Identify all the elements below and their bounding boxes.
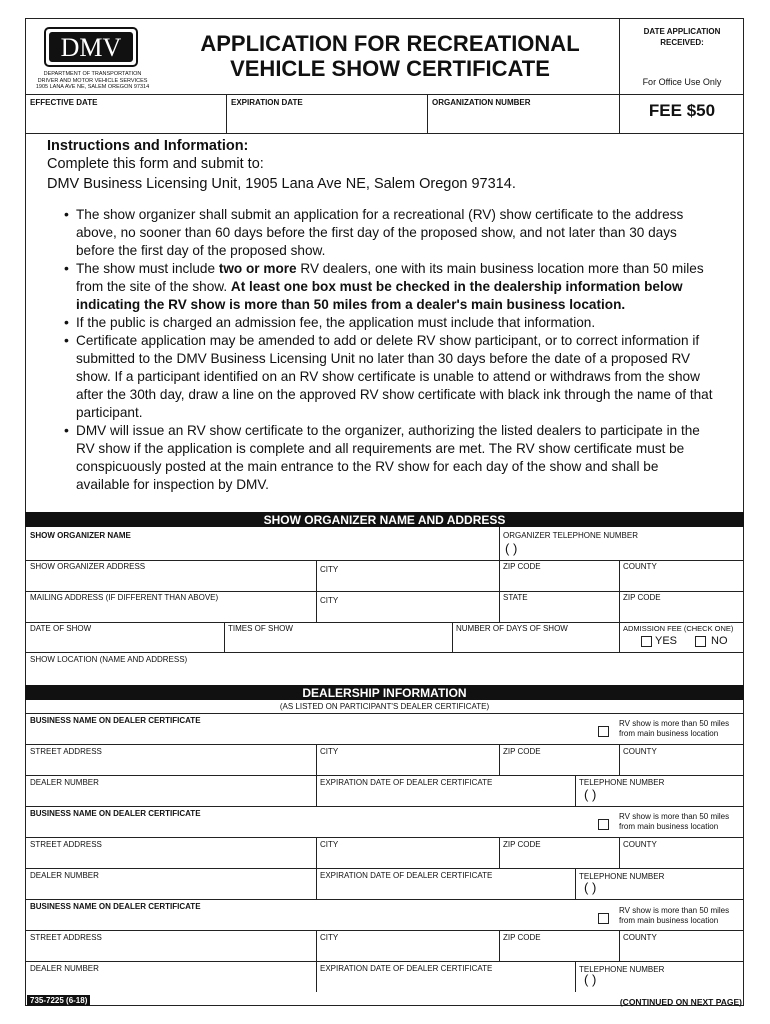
organizer-name-label: SHOW ORGANIZER NAME: [30, 531, 131, 540]
dealer1-telephone-label: TELEPHONE NUMBER: [579, 778, 665, 787]
admission-fee-label: ADMISSION FEE (CHECK ONE): [623, 624, 734, 633]
organizer-address-label: SHOW ORGANIZER ADDRESS: [30, 562, 146, 571]
dealer2-expiration-label: EXPIRATION DATE OF DEALER CERTIFICATE: [320, 871, 493, 880]
dealer2-business-name-field[interactable]: [30, 820, 580, 835]
mailing-address-field[interactable]: [30, 604, 310, 619]
organizer-address-field[interactable]: [30, 573, 310, 588]
instruction-bullet-5: • DMV will issue an RV show certificate to the organizer, authorizing the listed dealers to participate in the RV show if the application is complete and all requirements are met. The RV show certificate must be conspicuously posted at the main entrance to the RV show for each day of the show and shall be available for inspection by DMV.: [58, 422, 713, 494]
form-number: 735-7225 (6-18): [27, 995, 90, 1006]
admission-yes-label: YES: [655, 635, 678, 647]
organizer-name-field[interactable]: [30, 541, 490, 559]
dealer3-number-label: DEALER NUMBER: [30, 964, 99, 973]
times-of-show-field[interactable]: [228, 635, 448, 650]
dealer2-city-label: CITY: [320, 840, 339, 849]
dealer2-telephone-label: TELEPHONE NUMBER: [579, 872, 665, 881]
dealer3-telephone-label: TELEPHONE NUMBER: [579, 965, 665, 974]
dealer1-over-50-miles-checkbox[interactable]: [598, 726, 609, 737]
dealer3-number-field[interactable]: [30, 975, 310, 990]
dealer2-over-50-miles-checkbox[interactable]: [598, 819, 609, 830]
mailing-state-label: STATE: [503, 593, 528, 602]
dealer2-number-field[interactable]: [30, 882, 310, 897]
mailing-city-label: CITY: [320, 596, 339, 605]
organizer-section-header: SHOW ORGANIZER NAME AND ADDRESS: [25, 512, 744, 527]
dealer2-county-label: COUNTY: [623, 840, 657, 849]
dealer3-telephone-field[interactable]: ( ): [584, 972, 597, 987]
admission-no-checkbox[interactable]: [695, 636, 706, 647]
dealer1-rv-note: RV show is more than 50 miles from main business location: [619, 719, 730, 738]
dealer3-business-name-field[interactable]: [30, 913, 580, 928]
dealer3-over-50-miles-checkbox[interactable]: [598, 913, 609, 924]
expiration-date-label: EXPIRATION DATE: [231, 98, 303, 107]
dealer1-telephone-field[interactable]: ( ): [584, 787, 597, 802]
admission-yes-checkbox[interactable]: [641, 636, 652, 647]
instructions-line2: DMV Business Licensing Unit, 1905 Lana Ave NE, Salem Oregon 97314.: [47, 176, 516, 192]
dept-line3: 1905 LANA AVE NE, SALEM OREGON 97314: [35, 84, 150, 90]
organizer-telephone-label: ORGANIZER TELEPHONE NUMBER: [503, 531, 638, 540]
dealer2-business-name-label: BUSINESS NAME ON DEALER CERTIFICATE: [30, 809, 201, 818]
dealer1-business-name-label: BUSINESS NAME ON DEALER CERTIFICATE: [30, 716, 201, 725]
number-of-days-label: NUMBER OF DAYS OF SHOW: [456, 624, 568, 633]
organization-number-label: ORGANIZATION NUMBER: [432, 98, 531, 107]
number-of-days-field[interactable]: [456, 635, 616, 650]
title-line1: APPLICATION FOR RECREATIONAL: [200, 31, 580, 56]
dealer3-business-name-label: BUSINESS NAME ON DEALER CERTIFICATE: [30, 902, 201, 911]
dealership-subtitle: (AS LISTED ON PARTICIPANT'S DEALER CERTIFICATE): [279, 702, 490, 711]
expiration-date-field[interactable]: [231, 110, 421, 130]
continued-note: (CONTINUED ON NEXT PAGE): [619, 997, 742, 1007]
effective-date-label: EFFECTIVE DATE: [30, 98, 98, 107]
organizer-zip-label: ZIP CODE: [503, 562, 541, 571]
times-of-show-label: TIMES OF SHOW: [228, 624, 293, 633]
date-received-line2: RECEIVED:: [660, 38, 704, 47]
instruction-bullet-1: • The show organizer shall submit an application for a recreational (RV) show certificate to the address above, no sooner than 60 days before the first day of the proposed show, and not later than 30 days before the first day of the proposed show.: [58, 206, 713, 260]
dealer3-expiration-label: EXPIRATION DATE OF DEALER CERTIFICATE: [320, 964, 493, 973]
organizer-county-label: COUNTY: [623, 562, 657, 571]
dealer2-number-label: DEALER NUMBER: [30, 871, 99, 880]
dept-line2: DRIVER AND MOTOR VEHICLE SERVICES: [37, 77, 148, 84]
dealer1-business-name-field[interactable]: [30, 727, 580, 742]
instruction-bullet-3: • If the public is charged an admission fee, the application must include that information.: [58, 314, 713, 332]
dealer2-zip-label: ZIP CODE: [503, 840, 541, 849]
logo-text: DMV: [49, 32, 133, 62]
dealership-section-header: DEALERSHIP INFORMATION: [25, 685, 744, 700]
date-received-line1: DATE APPLICATION: [643, 27, 721, 36]
date-of-show-field[interactable]: [30, 635, 220, 650]
dealer3-street-field[interactable]: [30, 944, 310, 959]
dealer3-county-label: COUNTY: [623, 933, 657, 942]
dealer2-telephone-field[interactable]: ( ): [584, 880, 597, 895]
instruction-bullet-2: • The show must include two or more RV dealers, one with its main business location more than 50 miles from the site of the show. At least one box must be checked in the dealership information below indicating the RV show is more than 50 miles from a dealer's main business location.: [58, 260, 713, 314]
instructions-heading: Instructions and Information:: [47, 138, 249, 154]
show-location-field[interactable]: [30, 666, 730, 682]
effective-date-field[interactable]: [30, 110, 220, 130]
dealer1-county-label: COUNTY: [623, 747, 657, 756]
dealer2-street-field[interactable]: [30, 851, 310, 866]
organization-number-field[interactable]: [432, 110, 612, 130]
dealer1-city-label: CITY: [320, 747, 339, 756]
dmv-logo: [44, 27, 138, 67]
mailing-address-label: MAILING ADDRESS (IF DIFFERENT THAN ABOVE): [30, 593, 219, 602]
dealer2-street-label: STREET ADDRESS: [30, 840, 102, 849]
fee-label: FEE $50: [648, 101, 716, 120]
dealer3-street-label: STREET ADDRESS: [30, 933, 102, 942]
dealer1-street-label: STREET ADDRESS: [30, 747, 102, 756]
instructions-line1: Complete this form and submit to:: [47, 156, 264, 172]
dealer1-expiration-label: EXPIRATION DATE OF DEALER CERTIFICATE: [320, 778, 493, 787]
admission-no-label: NO: [711, 635, 728, 647]
show-location-label: SHOW LOCATION (NAME AND ADDRESS): [30, 655, 188, 664]
date-of-show-label: DATE OF SHOW: [30, 624, 92, 633]
instructions-list: [58, 206, 713, 494]
title-line2: VEHICLE SHOW CERTIFICATE: [230, 56, 550, 81]
dealer1-street-field[interactable]: [30, 758, 310, 773]
date-received: [620, 26, 744, 48]
organizer-telephone-field[interactable]: ( ): [505, 541, 518, 556]
dealer1-number-label: DEALER NUMBER: [30, 778, 99, 787]
mailing-zip-label: ZIP CODE: [623, 593, 661, 602]
dealer3-rv-note: RV show is more than 50 miles from main business location: [619, 906, 730, 925]
dept-address: [30, 71, 155, 91]
dealer2-rv-note: RV show is more than 50 miles from main business location: [619, 812, 730, 831]
dept-line1: DEPARTMENT OF TRANSPORTATION: [43, 71, 142, 77]
instruction-bullet-4: • Certificate application may be amended to add or delete RV show participant, or to correct information if submitted to the DMV Business Licensing Unit no later than 30 days before the date of a proposed RV show. If a participant identified on an RV show certificate is unable to attend or withdraws from the show after the 30th day, draw a line on the approved RV show certificate with black ink through the name of that participant.: [58, 332, 713, 422]
form-title: [180, 31, 600, 81]
dealer1-zip-label: ZIP CODE: [503, 747, 541, 756]
dealer1-number-field[interactable]: [30, 789, 310, 804]
dealer3-city-label: CITY: [320, 933, 339, 942]
dealer3-zip-label: ZIP CODE: [503, 933, 541, 942]
organizer-city-label: CITY: [320, 565, 339, 574]
office-use-label: For Office Use Only: [642, 77, 722, 87]
